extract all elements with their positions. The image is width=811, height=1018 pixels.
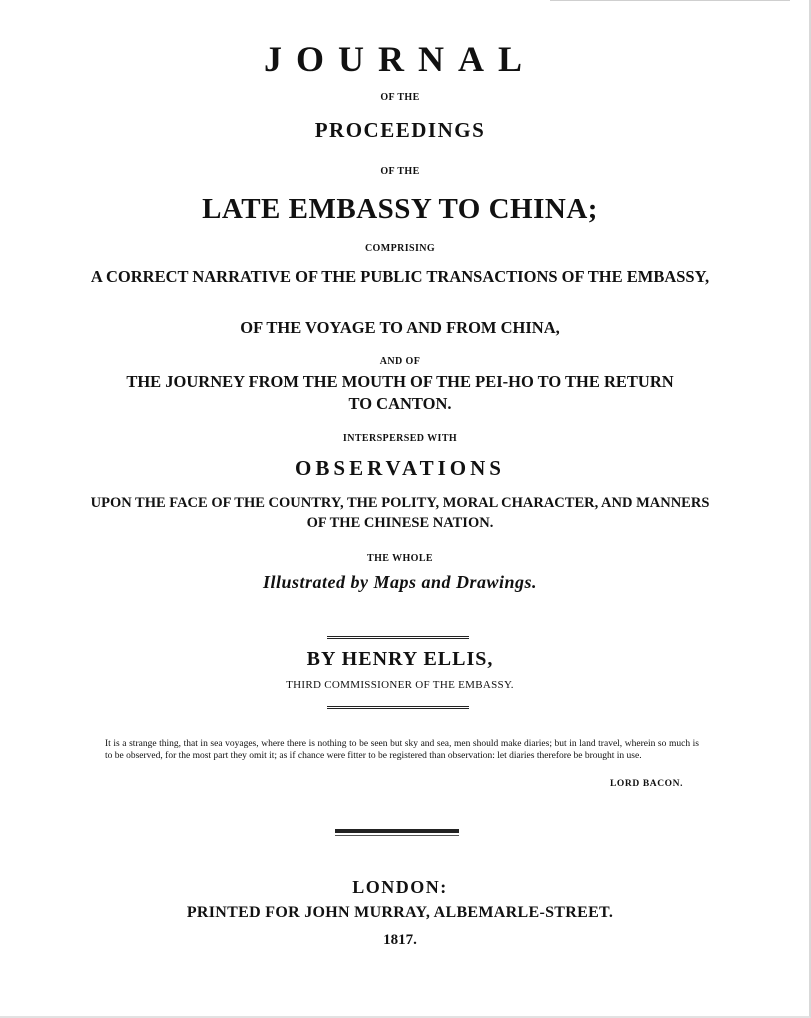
- connector-the-whole: THE WHOLE: [367, 553, 433, 564]
- voyage-line: OF THE VOYAGE TO AND FROM CHINA,: [240, 318, 560, 337]
- author-title: THIRD COMMISSIONER OF THE EMBASSY.: [286, 679, 514, 691]
- connector-of-the-1: OF THE: [380, 92, 420, 103]
- epigraph-quote: It is a strange thing, that in sea voyages, where there is nothing to be seen but sky and sea, men should make diaries; but in land travel, wherein so much is to be observed, for the most part they omit it; as if chance were fitter to be registered than observation: let diaries therefore be brought in use.: [105, 739, 699, 761]
- main-title: JOURNAL: [263, 39, 536, 79]
- epigraph-attribution: LORD BACON.: [610, 779, 684, 789]
- journey-line: THE JOURNEY FROM THE MOUTH OF THE PEI-HO TO THE RETURN TO CANTON.: [126, 372, 674, 413]
- ornamental-rule-thin: [335, 835, 459, 836]
- narrative-line: A CORRECT NARRATIVE OF THE PUBLIC TRANSACTIONS OF THE EMBASSY,: [90, 267, 710, 286]
- divider-rule-bottom: [327, 706, 469, 709]
- imprint-year: 1817.: [383, 932, 417, 948]
- divider-rule-top: [327, 636, 469, 639]
- scan-edge-line: [550, 0, 790, 4]
- imprint-place: LONDON:: [352, 877, 448, 897]
- connector-comprising: COMPRISING: [364, 243, 436, 254]
- author-line: BY HENRY ELLIS,: [306, 648, 494, 670]
- upon-line: UPON THE FACE OF THE COUNTRY, THE POLITY, MORAL CHARACTER, AND MANNERS OF THE CHINESE NATION.: [90, 495, 710, 531]
- subject-heading: LATE EMBASSY TO CHINA;: [202, 193, 598, 225]
- illustrated-line: Illustrated by Maps and Drawings.: [262, 572, 538, 592]
- connector-of-the-2: OF THE: [380, 166, 420, 177]
- imprint-printer: PRINTED FOR JOHN MURRAY, ALBEMARLE-STREET.: [186, 904, 614, 921]
- connector-interspersed: INTERSPERSED WITH: [342, 433, 458, 444]
- observations-heading: OBSERVATIONS: [295, 456, 505, 480]
- proceedings-heading: PROCEEDINGS: [314, 118, 486, 142]
- ornamental-rule: [335, 829, 459, 833]
- connector-and-of: AND OF: [379, 356, 421, 367]
